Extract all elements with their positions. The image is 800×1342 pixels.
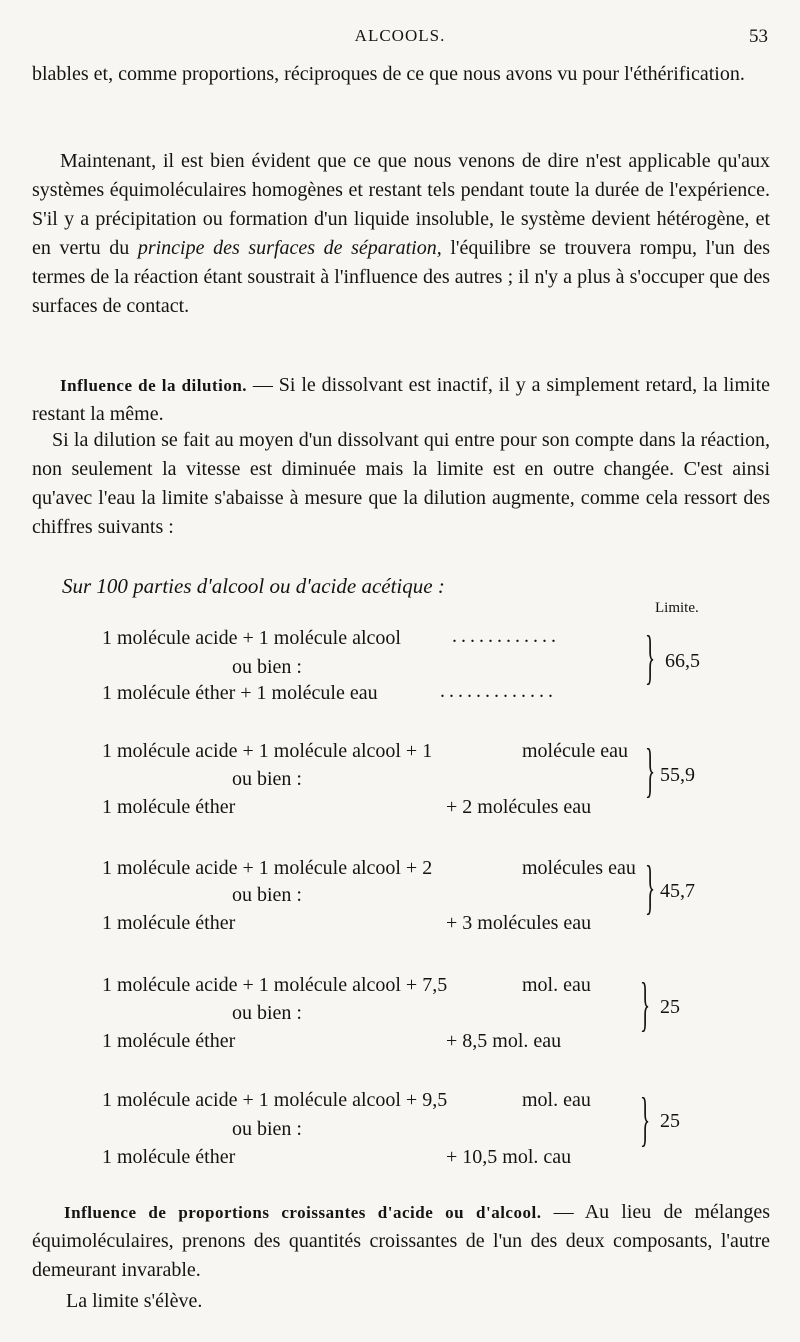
brace: } (640, 971, 651, 1037)
row-line-acid: 1 molécule acide + 1 molécule alcool + 2 (102, 857, 433, 879)
paragraph-text: l'équilibre se trouvera rompu, l'un des termes de la réaction étant soustrait à l'influence des autres ; il n'y a plus à s'occuper que des surfaces de contact. (32, 237, 770, 317)
brace: } (645, 624, 656, 690)
limit-value: 66,5 (665, 650, 700, 672)
row-water: + 2 molécules eau (446, 796, 592, 818)
row-line-ether: 1 molécule éther (102, 912, 236, 934)
brace: } (640, 1086, 651, 1152)
paragraph-text: — Au lieu de mélanges équimoléculaires, prenons des quantités croissantes de l'un des deux composants, l'autre demeurant invarable. (32, 1201, 771, 1281)
running-title: ALCOOLS. (354, 26, 446, 45)
row-line-acid: 1 molécule acide + 1 molécule alcool (102, 627, 401, 649)
paragraph-dilution-detail: Si la dilution se fait au moyen d'un dissolvant qui entre pour son compte dans la réaction, non seulement la vitesse est diminuée mais la limite est en outre changée. C'est ainsi qu'avec l'eau la limite s'abaisse à mesure que la dilution augmente, comme cela ressort des chiffres suivants : (32, 429, 770, 538)
row-water: molécule eau (522, 740, 629, 762)
section-heading-dilution: Influence de la dilution. (60, 376, 248, 395)
row-line-ether: 1 molécule éther + 1 molécule eau (102, 682, 378, 704)
row-or: ou bien : (232, 656, 302, 678)
paragraph-separation-principle (32, 147, 770, 321)
row-line-acid: 1 molécule acide + 1 molécule alcool + 9,5 (102, 1089, 448, 1111)
limit-value: 55,9 (660, 764, 695, 786)
row-line-ether: 1 molécule éther (102, 1030, 236, 1052)
row-water: + 10,5 mol. cau (446, 1146, 572, 1168)
limit-value: 25 (660, 996, 680, 1018)
limit-value: 45,7 (660, 880, 695, 902)
row-water: + 3 molécules eau (446, 912, 592, 934)
row-or: ou bien : (232, 1118, 302, 1140)
row-or: ou bien : (232, 1002, 302, 1024)
page-header (0, 26, 800, 50)
paragraph-text: — Si le dissolvant est inactif, il y a simplement retard, la limite restant la même. (32, 374, 770, 425)
leader-dots: ............. (440, 680, 557, 702)
row-water: mol. eau (522, 974, 591, 996)
section-heading-proportions: Influence de proportions croissantes d'acide ou d'alcool. (64, 1203, 542, 1222)
row-water: + 8,5 mol. eau (446, 1030, 562, 1052)
row-line-acid: 1 molécule acide + 1 molécule alcool + 1 (102, 740, 433, 762)
paragraph-dilution (32, 371, 770, 429)
row-line-acid: 1 molécule acide + 1 molécule alcool + 7,5 (102, 974, 448, 996)
brace: } (645, 737, 656, 803)
paragraph-proportions (32, 1198, 770, 1285)
row-or: ou bien : (232, 768, 302, 790)
paragraph-text: Maintenant, il est bien évident que ce que nous venons de dire n'est applicable qu'aux systèmes équimoléculaires homogènes et restant tels pendant toute la durée de l'expérience. S'il y a précipitation ou formation d'un liquide insoluble, le système devient hétérogène, et en vertu du (32, 150, 770, 259)
page-number: 53 (749, 26, 768, 47)
row-water: mol. eau (522, 1089, 591, 1111)
limit-value: 25 (660, 1110, 680, 1132)
italic-phrase: principe des surfaces de séparation, (137, 237, 442, 259)
row-or: ou bien : (232, 884, 302, 906)
paragraph-continuation: blables et, comme proportions, réciproques de ce que nous avons vu pour l'éthérification. (32, 63, 745, 85)
limit-column-label: Limite. (655, 600, 699, 616)
brace: } (645, 854, 656, 920)
paragraph-limit-rises: La limite s'élève. (66, 1290, 203, 1312)
row-line-ether: 1 molécule éther (102, 1146, 236, 1168)
table-heading: Sur 100 parties d'alcool ou d'acide acétique : (62, 574, 445, 598)
row-line-ether: 1 molécule éther (102, 796, 236, 818)
row-water: molécules eau (522, 857, 636, 879)
leader-dots: ............ (452, 625, 560, 647)
